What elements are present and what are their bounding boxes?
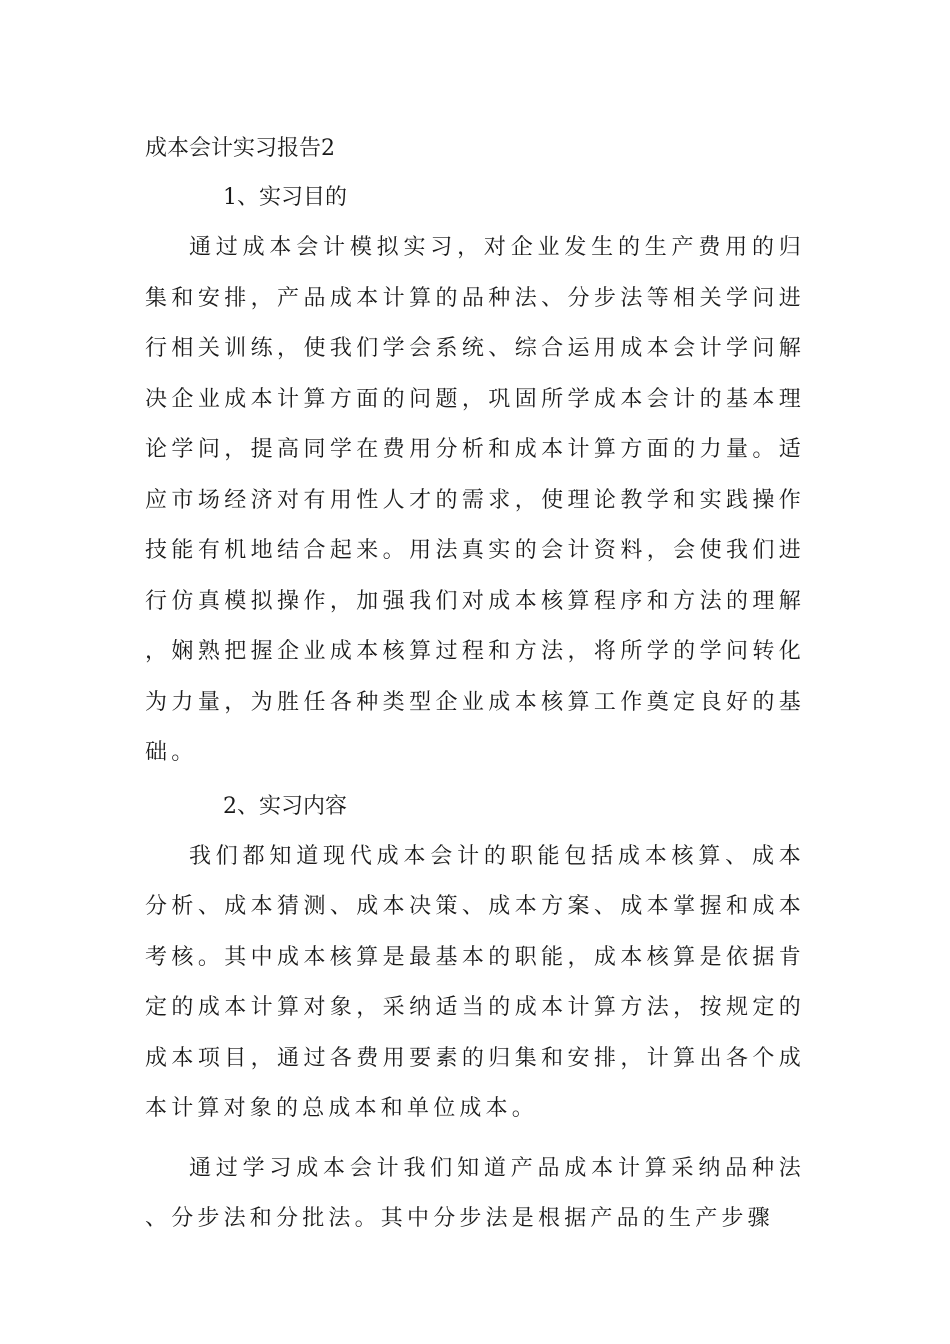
section-heading-content: 2、实习内容 [223, 793, 347, 819]
document-title: 成本会计实习报告2 [145, 136, 335, 161]
paragraph-objective: 通过成本会计模拟实习，对企业发生的生产费用的归集和安排，产品成本计算的品种法、分步法等相关学问进行相关训练，使我们学会系统、综合运用成本会计学问解决企业成本计算方面的问题，巩固所学成本会计的基本理论学问，提高同学在费用分析和成本计算方面的力量。适应市场经济对有用性人才的需求，使理论教学和实践操作技能有机地结合起来。用法真实的会计资料，会使我们进行仿真模拟操作，加强我们对成本核算程序和方法的理解，娴熟把握企业成本核算过程和方法，将所学的学问转化为力量，为胜任各种类型企业成本核算工作奠定良好的基础。 [145, 235, 805, 765]
paragraph-content-2: 通过学习成本会计我们知道产品成本计算采纳品种法、分步法和分批法。其中分步法是根据产品的生产步骤 [145, 1155, 805, 1231]
paragraph-content-1: 我们都知道现代成本会计的职能包括成本核算、成本分析、成本猜测、成本决策、成本方案、成本掌握和成本考核。其中成本核算是最基本的职能，成本核算是依据肯定的成本计算对象，采纳适当的成本计算方法，按规定的成本项目，通过各费用要素的归集和安排，计算出各个成本计算对象的总成本和单位成本。 [145, 843, 805, 1121]
section-heading-objective: 1、实习目的 [223, 185, 347, 210]
document-page [145, 131, 805, 1245]
